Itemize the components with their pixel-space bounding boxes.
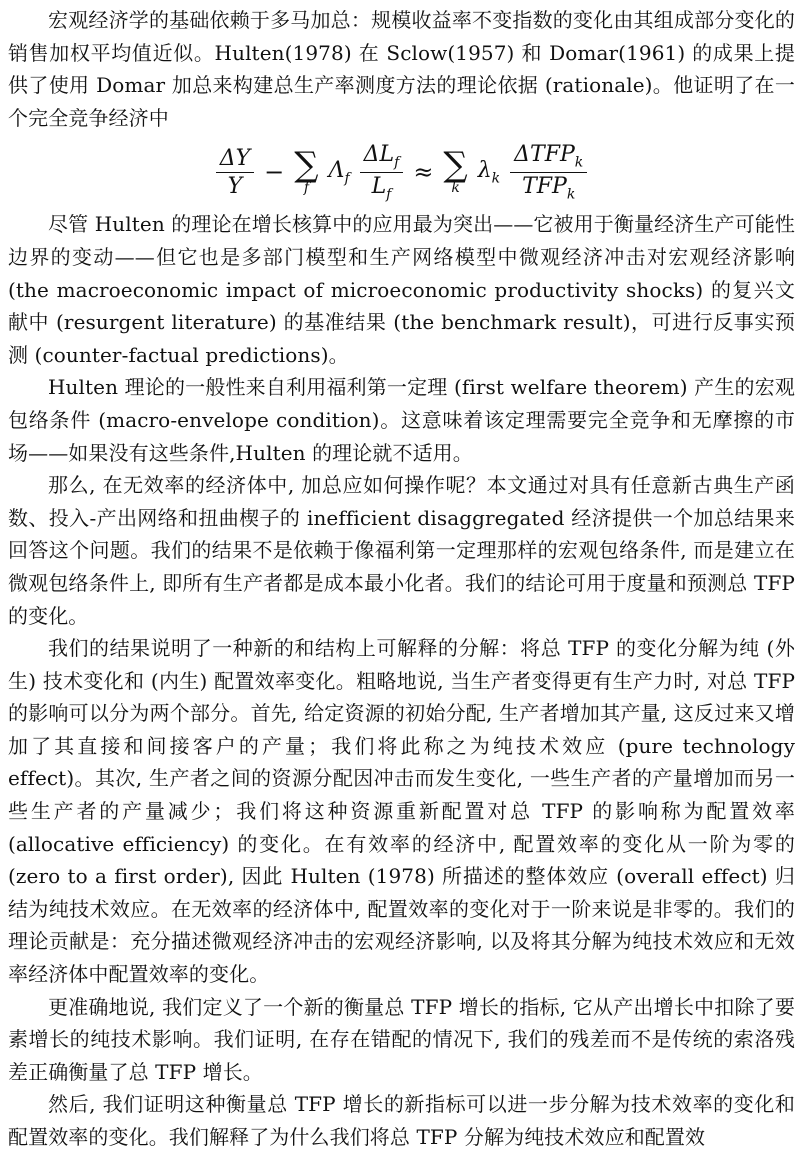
domar-weight-subscript: k (491, 170, 501, 187)
paragraph-decomposition: 我们的结果说明了一种新的和结构上可解释的分解：将总 TFP 的变化分解为纯 (外生) 技术变化和 (内生) 配置效率变化。粗略地说, 当生产者变得更有生产力时, 对总 TFP 的影响可以分为两个部分。首先, 给定资源的初始分配, 生产者增加其产量, 这反过来又增加了其直接和间接客户的产量；我们将此称之为纯技术效应 (pure technology effect)。其次, 生产者之间的资源分配因冲击而发生变化, 一些生产者的产量增加而另一些生产者的产量减少；我们将这种资源重新配置对总 TFP 的影响称为配置效率 (allocative efficiency) 的变化。在有效率的经济中, 配置效率的变化从一阶为零的 (zero to a first order), 因此 Hulten (1978) 所描述的整体效应 (overall effect) 归结为纯技术效应。在无效率的经济体中, 配置效率的变化对于一阶来说是非零的。我们的理论贡献是：充分描述微观经济冲击的宏观经济影响, 以及将其分解为纯技术效应和无效率经济体中配置效率的变化。 (8, 636, 795, 987)
fraction-denominator (368, 173, 396, 202)
fraction-denominator: Y (227, 173, 243, 199)
factor-level-subscript: f (386, 186, 392, 203)
summation-symbol: ∑ (443, 144, 468, 185)
summation-symbol: ∑ (294, 144, 319, 185)
fraction-factor-growth (360, 143, 404, 202)
factor-share-letter: Λ (328, 158, 345, 184)
tfp-change-subscript: k (574, 154, 584, 171)
fraction-numerator (510, 143, 587, 173)
tfp-level-subscript: k (566, 186, 576, 203)
domar-weight-symbol (478, 158, 500, 186)
summation-index: k (451, 180, 460, 197)
paragraph-inefficient-economy: 那么, 在无效率的经济体中, 加总应如何操作呢？本文通过对具有任意新古典生产函数、投入-产出网络和扭曲楔子的 inefficient disaggregated 经济提供一个加总结果来回答这个问题。我们的结果不是依赖于像福利第一定理那样的宏观包络条件, 而是建立在微观包络条件上, 即所有生产者都是成本最小化者。我们的结论可用于度量和预测总 TFP 的变化。 (8, 473, 795, 628)
paragraph-welfare-theorem: Hulten 理论的一般性来自利用福利第一定理 (first welfare theorem) 产生的宏观包络条件 (macro-envelope condition)。这意味着该定理需要完全竞争和无摩擦的市场——如果没有这些条件,Hulten 的理论就不适用。 (8, 375, 795, 465)
fraction-numerator (360, 143, 404, 173)
paragraph-further-decomposition: 然后, 我们证明这种衡量总 TFP 增长的新指标可以进一步分解为技术效率的变化和配置效率的变化。我们解释了为什么我们将总 TFP 分解为纯技术效应和配置效 (8, 1092, 795, 1149)
minus-sign: − (264, 158, 285, 187)
equation-row (216, 143, 588, 202)
tfp-change-symbol: ΔTFP (514, 141, 575, 167)
factor-change-symbol: ΔL (363, 141, 395, 167)
fraction-denominator (518, 173, 579, 202)
summation-over-factors (294, 144, 319, 197)
fraction-tfp-growth (510, 143, 587, 202)
factor-level-symbol: L (371, 173, 387, 199)
tfp-level-symbol: TFP (522, 173, 567, 199)
paragraph-intro: 宏观经济学的基础依赖于多马加总：规模收益率不变指数的变化由其组成部分变化的销售加权平均值近似。Hulten(1978) 在 Sclow(1957) 和 Domar(1961) 的成果上提供了使用 Domar 加总来构建总生产率测度方法的理论依据 (rationale)。他证明了在一个完全竞争经济中 (8, 8, 795, 130)
approx-sign: ≈ (413, 158, 434, 187)
summation-over-producers (443, 144, 468, 197)
factor-change-subscript: f (394, 154, 400, 171)
paragraph-new-measure: 更准确地说, 我们定义了一个新的衡量总 TFP 增长的指标, 它从产出增长中扣除了要素增长的纯技术影响。我们证明, 在存在错配的情况下, 我们的残差而不是传统的索洛残差正确衡量了总 TFP 增长。 (8, 994, 795, 1084)
factor-share-subscript: f (344, 170, 350, 187)
fraction-output-growth (216, 147, 254, 198)
factor-share-symbol (329, 158, 350, 186)
domar-weight-letter: λ (477, 158, 492, 184)
paragraph-hulten-application: 尽管 Hulten 的理论在增长核算中的应用最为突出——它被用于衡量经济生产可能性边界的变动——但它也是多部门模型和生产网络模型中微观经济冲击对宏观经济影响 (the macroeconomic impact of microeconomic productivity shocks) 的复兴文献中 (resurgent literature) 的基准结果 (the benchmark result)，可进行反事实预测 (counter-factual predictions)。 (8, 212, 795, 367)
hulten-equation (8, 134, 795, 210)
fraction-numerator: ΔY (216, 147, 254, 173)
summation-index: f (303, 180, 309, 197)
